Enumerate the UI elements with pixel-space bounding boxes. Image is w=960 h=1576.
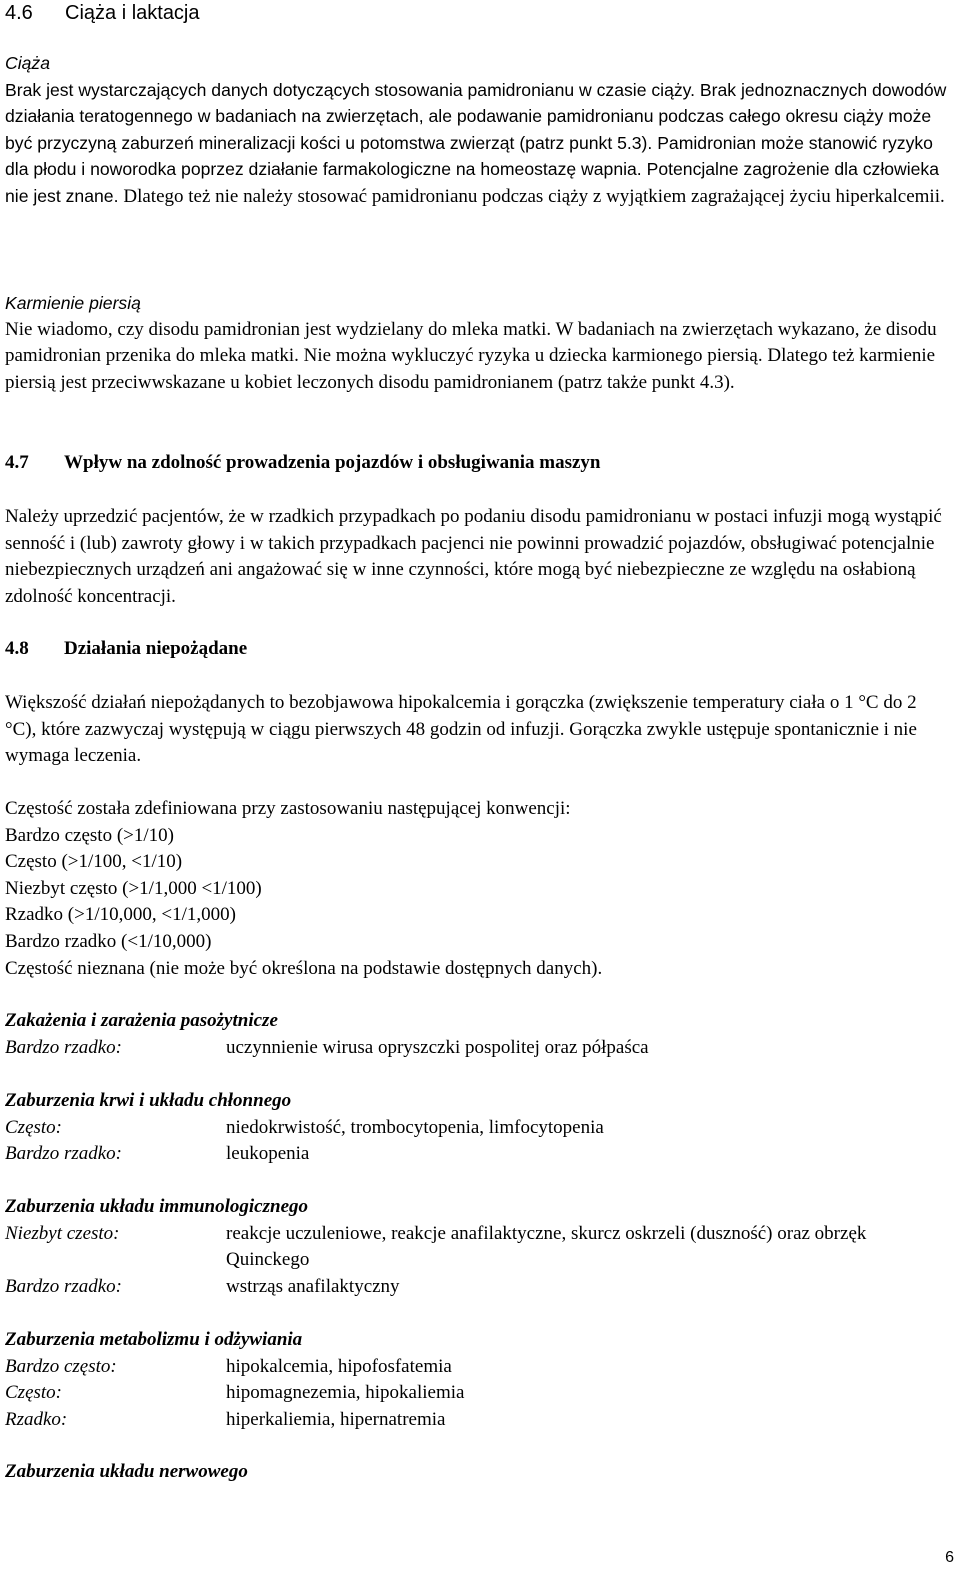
soc-frequency: Bardzo często:: [5, 1355, 117, 1377]
soc-title: Zaburzenia krwi i układu chłonnego: [5, 1090, 292, 1111]
frequency-item: Często (>1/100, <1/10): [5, 851, 183, 873]
adverse-intro-block: [5, 690, 951, 770]
soc-value: hiperkaliemia, hipernatremia: [226, 1408, 446, 1430]
frequency-item: Bardzo często (>1/10): [5, 824, 174, 846]
soc-frequency: Bardzo rzadko:: [5, 1036, 122, 1058]
soc-row: [5, 1354, 951, 1381]
section-number: 4.7: [5, 452, 29, 473]
soc-title: Zaburzenia układu nerwowego: [5, 1461, 248, 1482]
soc-value: hipomagnezemia, hipokaliemia: [226, 1382, 465, 1404]
pregnancy-block: [5, 50, 951, 211]
lactation-heading: Karmienie piersią: [5, 293, 141, 313]
frequency-item: Bardzo rzadko (<1/10,000): [5, 930, 212, 952]
soc-frequency: Często:: [5, 1116, 62, 1138]
driving-text-block: [5, 504, 951, 610]
soc-blood: [5, 1088, 951, 1168]
soc-value: uczynnienie wirusa opryszczki pospolitej oraz półpaśca: [226, 1036, 649, 1058]
pregnancy-text-a: Brak jest wystarczających danych dotyczących stosowania pamidronianu w czasie ciąży. Brak jednoznacznych dowodów działania teratogennego w badaniach na zwierzętach, ale podawanie pamidronianu podczas całego okresu ciąży może być przyczyną zaburzeń mineralizacji kości u potomstwa zwierząt (patrz punkt 5.3). Pamidronian może stanowić ryzyko dla płodu i noworodka poprzez działanie farmakologiczne na homeostazę wapnia. Potencjalne zagrożenie dla człowieka nie jest znane.: [5, 79, 947, 206]
soc-row: [5, 1380, 951, 1407]
lactation-text: Nie wiadomo, czy disodu pamidronian jest wydzielany do mleka matki. W badaniach na zwierzętach wykazano, że disodu pamidronian przenika do mleka matki. Nie można wykluczyć ryzyka u dziecka karmionego piersią. Dlatego też karmienie piersią jest przeciwwskazane u kobiet leczonych disodu pamidronianem (patrz także punkt 4.3).: [5, 318, 937, 393]
section-title: Ciąża i laktacja: [65, 2, 200, 24]
soc-frequency: Często:: [5, 1382, 62, 1404]
pregnancy-text: [5, 77, 951, 211]
soc-nervous: [5, 1459, 951, 1486]
soc-value: leukopenia: [226, 1143, 310, 1165]
soc-frequency: Bardzo rzadko:: [5, 1143, 122, 1165]
soc-row: [5, 1274, 951, 1301]
soc-frequency: Niezbyt czesto:: [5, 1222, 120, 1244]
frequency-block: [5, 796, 951, 982]
section-4-6-heading: [5, 0, 200, 27]
soc-title: Zakażenia i zarażenia pasożytnicze: [5, 1010, 278, 1031]
soc-value: reakcje uczuleniowe, reakcje anafilaktyczne, skurcz oskrzeli (duszność) oraz obrzęk Quinckego: [226, 1222, 867, 1271]
soc-infections: [5, 1008, 951, 1061]
soc-title: Zaburzenia układu immunologicznego: [5, 1196, 309, 1217]
page-number: 6: [945, 1549, 954, 1567]
soc-title: Zaburzenia metabolizmu i odżywiania: [5, 1329, 303, 1350]
frequency-item: Częstość nieznana (nie może być określona na podstawie dostępnych danych).: [5, 957, 603, 979]
section-number: 4.6: [5, 2, 33, 24]
soc-frequency: Bardzo rzadko:: [5, 1275, 122, 1297]
section-number: 4.8: [5, 638, 29, 659]
soc-value: hipokalcemia, hipofosfatemia: [226, 1355, 452, 1377]
frequency-intro: Częstość została zdefiniowana przy zastosowaniu następującej konwencji:: [5, 798, 571, 819]
soc-row: [5, 1407, 951, 1434]
pregnancy-text-b: Dlatego też nie należy stosować pamidronianu podczas ciąży z wyjątkiem zagrażającej życiu hiperkalcemii.: [123, 185, 945, 207]
frequency-item: Niezbyt często (>1/1,000 <1/100): [5, 877, 262, 899]
soc-frequency: Rzadko:: [5, 1408, 68, 1430]
soc-metabolism: [5, 1327, 951, 1433]
section-4-8-heading: [5, 636, 951, 663]
soc-row: [5, 1115, 951, 1142]
soc-value: wstrząs anafilaktyczny: [226, 1275, 400, 1297]
frequency-item: Rzadko (>1/10,000, <1/1,000): [5, 904, 236, 926]
adverse-intro: Większość działań niepożądanych to bezobjawowa hipokalcemia i gorączka (zwiększenie temperatury ciała o 1 °C do 2 °C), które zazwyczaj występują w ciągu pierwszych 48 godzin od infuzji. Gorączka zwykle ustępuje spontanicznie i nie wymaga leczenia.: [5, 692, 917, 767]
pregnancy-heading: Ciąża: [5, 53, 50, 73]
soc-row: [5, 1221, 951, 1274]
soc-row: [5, 1141, 951, 1168]
soc-row: [5, 1035, 951, 1062]
section-4-7-heading: [5, 450, 951, 477]
soc-immune: [5, 1194, 951, 1300]
driving-text: Należy uprzedzić pacjentów, że w rzadkich przypadkach po podaniu disodu pamidronianu w postaci infuzji mogą wystąpić senność i (lub) zawroty głowy i w takich przypadkach pacjenci nie powinni prowadzić pojazdów, obsługiwać potencjalnie niebezpiecznych urządzeń ani angażować się w inne czynności, które mogą być niebezpieczne ze względu na osłabioną zdolność koncentracji.: [5, 506, 942, 607]
section-title: Działania niepożądane: [64, 638, 248, 659]
section-title: Wpływ na zdolność prowadzenia pojazdów i obsługiwania maszyn: [64, 452, 601, 473]
lactation-block: [5, 290, 951, 396]
soc-value: niedokrwistość, trombocytopenia, limfocytopenia: [226, 1116, 604, 1138]
